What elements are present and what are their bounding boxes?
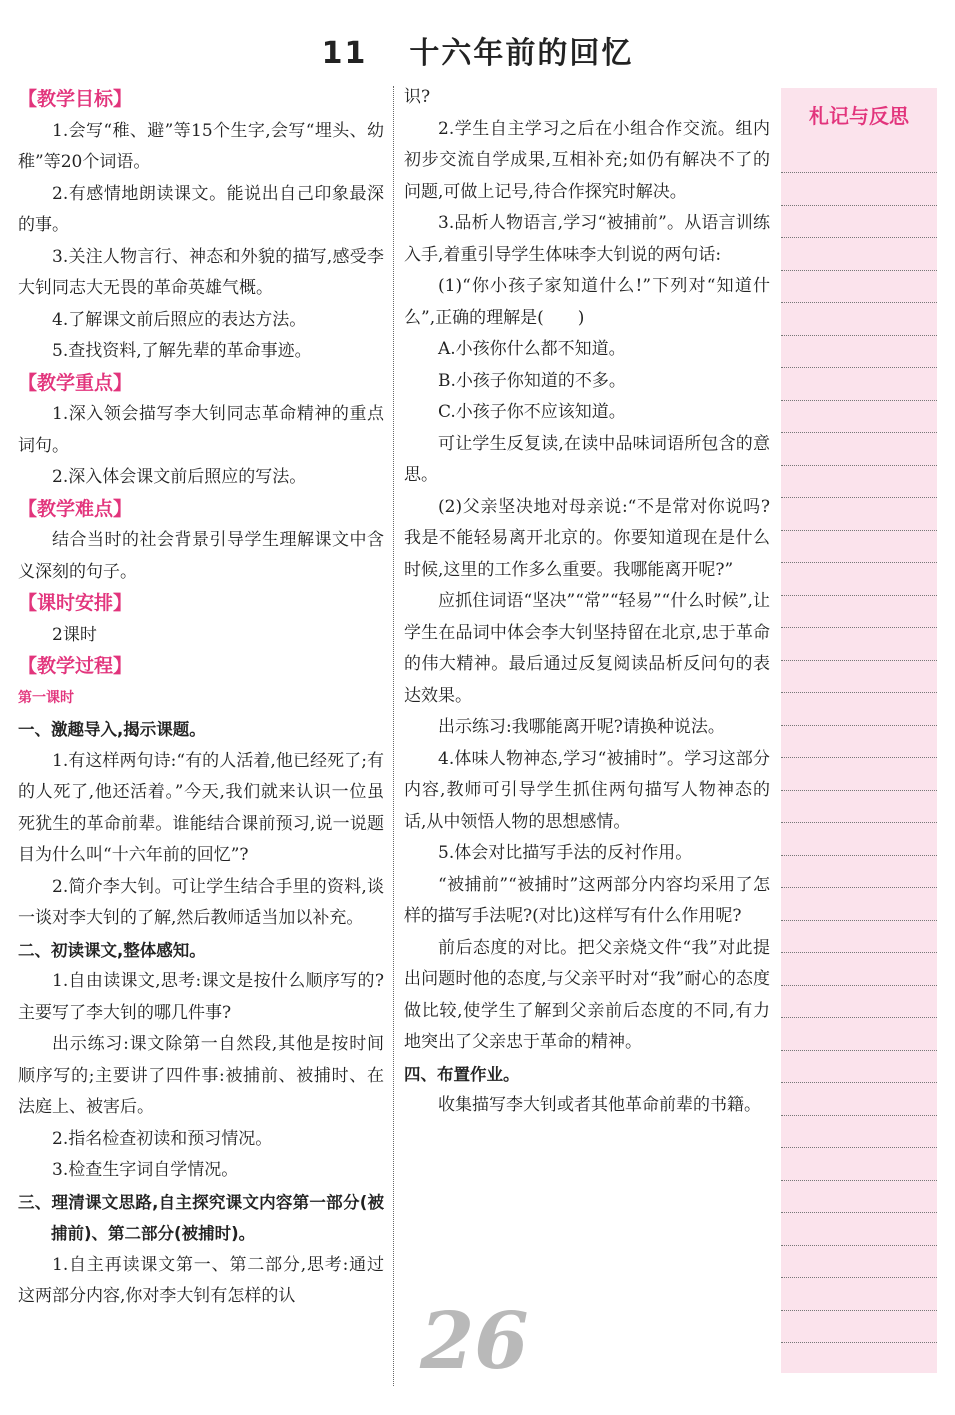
- notes-writing-line: [781, 725, 937, 726]
- section-2-para-3: 2.指名检查初读和预习情况。: [52, 1128, 273, 1149]
- goal-4: 4.了解课文前后照应的表达方法。: [52, 309, 307, 330]
- notes-writing-line: [781, 1180, 937, 1181]
- para-contrast-answer: 前后态度的对比。把父亲烧文件“我”对此提出问题时他的态度,与父亲平时对“我”耐心的态度做比较,使学生了解到父亲前后态度的不同,有力地突出了父亲忠于革命的精神。: [404, 937, 770, 1052]
- notes-sidebar: [781, 88, 937, 1373]
- para-contrast: 5.体会对比描写手法的反衬作用。: [438, 843, 693, 863]
- para-contrast-question: “被捕前”“被捕时”这两部分内容均采用了怎样的描写手法呢?(对比)这样写有什么作用呢?: [404, 874, 770, 926]
- schedule-text: 2课时: [52, 624, 97, 645]
- section-1-para-2: 2.简介李大钊。可让学生结合手里的资料,谈一谈对李大钊的了解,然后教师适当加以补充。: [18, 876, 384, 928]
- key-point-2: 2.深入体会课文前后照应的写法。: [52, 467, 307, 487]
- notes-writing-line: [781, 1147, 937, 1148]
- notes-writing-line: [781, 692, 937, 693]
- notes-writing-line: [781, 270, 937, 271]
- question-1: (1)“你小孩子家知道什么!”下列对“知道什么”,正确的理解是( ): [404, 276, 770, 328]
- notes-writing-line: [781, 1050, 937, 1051]
- homework-text: 收集描写李大钊或者其他革命前辈的书籍。: [438, 1095, 761, 1115]
- lesson-title: [0, 28, 955, 72]
- para-key-words: 应抓住词语“坚决”“常”“轻易”“什么时候”,让学生在品词中体会李大钊坚持留在北京,忠于革命的伟大精神。最后通过反复阅读品析反问句的表达效果。: [404, 591, 770, 706]
- section-1-para-1: 1.有这样两句诗:“有的人活着,他已经死了;有的人死了,他还活着。”今天,我们就来认识一位虽死犹生的革命前辈。谁能结合课前预习,说一说题目为什么叫“十六年前的回忆”?: [18, 750, 384, 865]
- notes-writing-line: [781, 367, 937, 368]
- option-a: A.小孩你什么都不知道。: [438, 339, 626, 359]
- section-1-heading: 一、激趣导入,揭示课题。: [18, 720, 206, 739]
- notes-writing-line: [781, 1115, 937, 1116]
- notes-writing-line: [781, 1082, 937, 1083]
- heading-difficulties: 【教学难点】: [18, 497, 133, 520]
- notes-writing-line: [781, 302, 937, 303]
- column-divider: [393, 86, 394, 1386]
- notes-writing-line: [781, 627, 937, 628]
- notes-writing-line: [781, 497, 937, 498]
- notes-writing-line: [781, 757, 937, 758]
- notes-writing-line: [781, 595, 937, 596]
- notes-writing-line: [781, 465, 937, 466]
- notes-writing-line: [781, 1017, 937, 1018]
- key-point-1: 1.深入领会描写李大钊同志革命精神的重点词句。: [18, 404, 384, 456]
- continued-text: 识?: [404, 87, 431, 107]
- notes-writing-line: [781, 1212, 937, 1213]
- notes-writing-line: [781, 855, 937, 856]
- goal-2: 2.有感情地朗读课文。能说出自己印象最深的事。: [18, 183, 384, 235]
- notes-writing-line: [781, 1245, 937, 1246]
- para-exercise: 出示练习:我哪能离开呢?请换种说法。: [438, 717, 725, 737]
- goal-3: 3.关注人物言行、神态和外貌的描写,感受李大钊同志大无畏的革命英雄气概。: [18, 246, 384, 298]
- lesson-number: 11: [321, 36, 368, 71]
- notes-writing-line: [781, 790, 937, 791]
- notes-writing-line: [781, 822, 937, 823]
- goal-1: 1.会写“稚、避”等15个生字,会写“埋头、幼稚”等20个词语。: [18, 120, 384, 172]
- section-3-heading: 三、理清课文思路,自主探究课文内容第一部分(被捕前)、第二部分(被捕时)。: [18, 1192, 384, 1243]
- notes-writing-line: [781, 985, 937, 986]
- section-4-heading: 四、布置作业。: [404, 1064, 520, 1084]
- difficulty-1: 结合当时的社会背景引导学生理解课文中含义深刻的句子。: [18, 530, 384, 582]
- notes-writing-line: [781, 920, 937, 921]
- goal-5: 5.查找资料,了解先辈的革命事迹。: [52, 341, 312, 361]
- left-column: [18, 84, 384, 1313]
- heading-process: 【教学过程】: [18, 655, 133, 677]
- notes-writing-line: [781, 335, 937, 336]
- notes-writing-line: [781, 432, 937, 433]
- section-2-para-1: 1.自由读课文,思考:课文是按什么顺序写的?主要写了李大钊的哪几件事?: [18, 971, 384, 1023]
- para-group-discussion: 2.学生自主学习之后在小组合作交流。组内初步交流自学成果,互相补充;如仍有解决不了的问题,可做上记号,待合作探究时解决。: [404, 118, 770, 202]
- notes-writing-line: [781, 205, 937, 206]
- heading-schedule: 【课时安排】: [18, 592, 133, 614]
- option-b: B.小孩子你知道的不多。: [438, 370, 626, 391]
- middle-column: [404, 82, 770, 1122]
- option-c: C.小孩子你不应该知道。: [438, 402, 626, 422]
- lesson-period-label: 第一课时: [18, 689, 74, 706]
- question-2: (2)父亲坚决地对母亲说:“不是常对你说吗?我是不能轻易离开北京的。你要知道现在是什么时候,这里的工作多么重要。我哪能离开呢?”: [404, 496, 770, 580]
- notes-writing-line: [781, 887, 937, 888]
- section-2-para-4: 3.检查生字词自学情况。: [52, 1160, 239, 1180]
- page-number: 26: [420, 1296, 529, 1387]
- heading-key-points: 【教学重点】: [18, 371, 133, 394]
- notes-writing-line: [781, 400, 937, 401]
- notes-writing-line: [781, 1310, 937, 1311]
- section-2-para-2: 出示练习:课文除第一自然段,其他是按时间顺序写的;主要讲了四件事:被捕前、被捕时、在法庭上、被害后。: [18, 1034, 384, 1117]
- notes-writing-line: [781, 1342, 937, 1343]
- para-expression: 4.体味人物神态,学习“被捕时”。学习这部分内容,教师可引导学生抓住两句描写人物神态的话,从中领悟人物的思想感情。: [404, 748, 770, 832]
- section-2-heading: 二、初读课文,整体感知。: [18, 940, 206, 960]
- section-3-para-1: 1.自主再读课文第一、第二部分,思考:通过这两部分内容,你对李大钊有怎样的认: [18, 1254, 384, 1306]
- notes-writing-line: [781, 952, 937, 953]
- para-language-analysis: 3.品析人物语言,学习“被捕前”。从语言训练入手,着重引导学生体味李大钊说的两句话:: [404, 213, 770, 265]
- notes-writing-line: [781, 1277, 937, 1278]
- lesson-title-text: 十六年前的回忆: [409, 36, 634, 71]
- notes-writing-line: [781, 530, 937, 531]
- notes-title: 札记与反思: [809, 104, 909, 128]
- notes-writing-line: [781, 660, 937, 661]
- notes-writing-line: [781, 562, 937, 563]
- heading-goals: 【教学目标】: [18, 88, 133, 110]
- notes-writing-line: [781, 172, 937, 173]
- notes-writing-line: [781, 237, 937, 238]
- para-reread: 可让学生反复读,在读中品味词语所包含的意思。: [404, 433, 770, 485]
